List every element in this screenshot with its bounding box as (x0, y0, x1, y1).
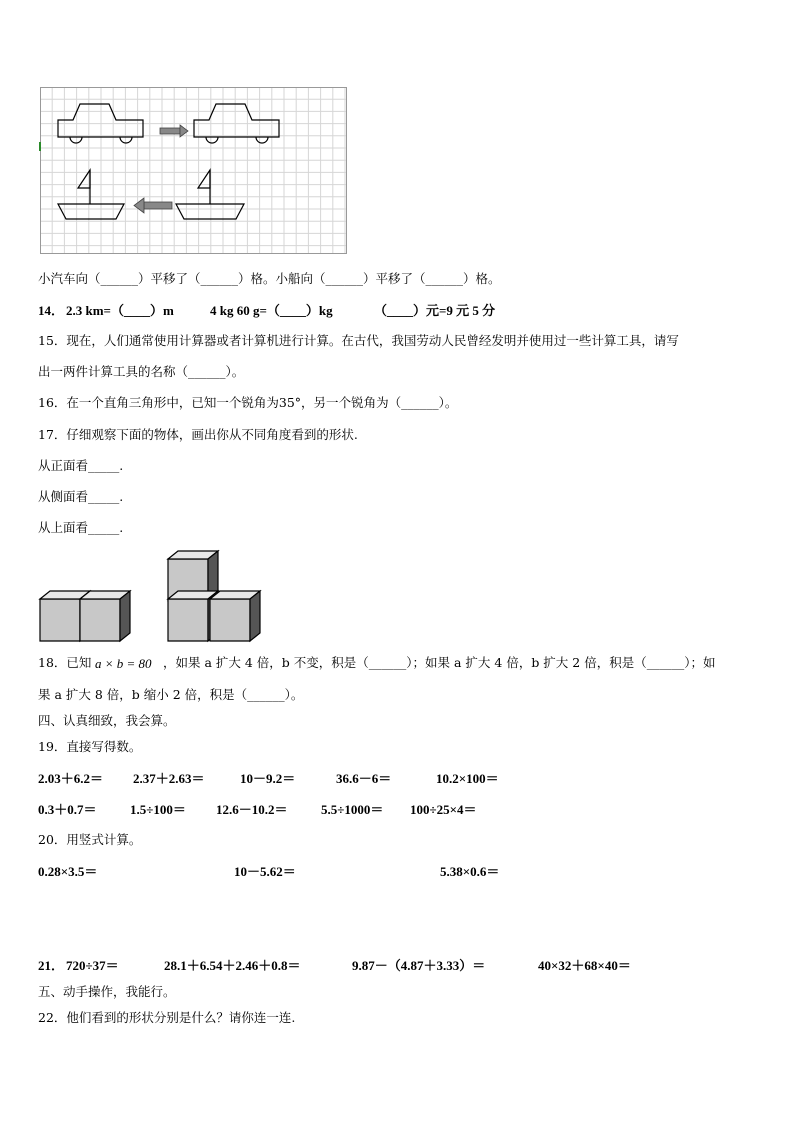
q19-r1-c1: 2.03＋6.2＝ (38, 771, 104, 786)
q17-side: 从侧面看_____. (38, 489, 124, 504)
q21-item4: 40×32＋68×40＝ (538, 958, 631, 973)
section5-heading: 五、动手操作，我能行。 (38, 984, 176, 999)
q21-item2: 28.1＋6.54＋2.46＋0.8＝ (164, 958, 301, 973)
q20-item2: 10－5.62＝ (234, 864, 296, 879)
q19-r2-c4: 5.5÷1000＝ (321, 802, 384, 817)
boat-translated (58, 170, 124, 219)
q21-item1: 720÷37＝ (66, 958, 119, 973)
q14-number: 14． (38, 303, 65, 318)
cube-pair-left (40, 591, 130, 641)
translation-grid-figure (40, 87, 348, 254)
q21-item3: 9.87－（4.87＋3.33）＝ (352, 958, 486, 973)
q18-formula: a × b = 80 (95, 656, 152, 671)
q17-title: 17．仔细观察下面的物体，画出你从不同角度看到的形状. (38, 427, 358, 442)
q14-part1: 2.3 km=（____）m (66, 303, 174, 318)
q18-number: 18．已知 (38, 655, 92, 670)
q20-title: 20．用竖式计算。 (38, 832, 142, 847)
q19-title: 19．直接写得数。 (38, 739, 142, 754)
q13-fill-text: 小汽车向（______）平移了（______）格。小船向（______）平移了（______）格。 (38, 271, 501, 286)
q14-part3: （____）元=9 元 5 分 (374, 303, 496, 318)
q19-r2-c3: 12.6－10.2＝ (216, 802, 288, 817)
q19-r1-c5: 10.2×100＝ (436, 771, 499, 786)
q16-text: 16．在一个直角三角形中，已知一个锐角为35°，另一个锐角为（______）。 (38, 395, 458, 410)
q22-text: 22．他们看到的形状分别是什么？请你连一连. (38, 1010, 296, 1025)
q21-number: 21． (38, 958, 65, 973)
q18-line1: ，如果 a 扩大 4 倍，b 不变，积是（______）；如果 a 扩大 4 倍，b 扩大 2 倍，积是（______）；如 (163, 655, 716, 670)
q17-top: 从上面看_____. (38, 520, 124, 535)
q19-r2-c2: 1.5÷100＝ (130, 802, 186, 817)
q19-r2-c5: 100÷25×4＝ (410, 802, 477, 817)
q19-r1-c3: 10－9.2＝ (240, 771, 296, 786)
cube-group-right (168, 551, 260, 641)
q17-front: 从正面看_____. (38, 458, 124, 473)
q14-part2: 4 kg 60 g=（____）kg (210, 303, 333, 318)
q20-item1: 0.28×3.5＝ (38, 864, 98, 879)
section4-heading: 四、认真细致，我会算。 (38, 713, 176, 728)
q20-item3: 5.38×0.6＝ (440, 864, 500, 879)
cubes-figure (38, 551, 268, 643)
q15-line1: 15．现在，人们通常使用计算器或者计算机进行计算。在古代，我国劳动人民曾经发明并使用过一些计算工具，请写 (38, 333, 679, 348)
arrow-left-icon (134, 198, 172, 213)
q19-r1-c4: 36.6－6＝ (336, 771, 392, 786)
q19-r2-c1: 0.3＋0.7＝ (38, 802, 97, 817)
q18-line2: 果 a 扩大 8 倍，b 缩小 2 倍，积是（______）。 (38, 687, 304, 702)
q19-r1-c2: 2.37＋2.63＝ (133, 771, 205, 786)
q15-line2: 出一两件计算工具的名称（______）。 (38, 364, 245, 379)
